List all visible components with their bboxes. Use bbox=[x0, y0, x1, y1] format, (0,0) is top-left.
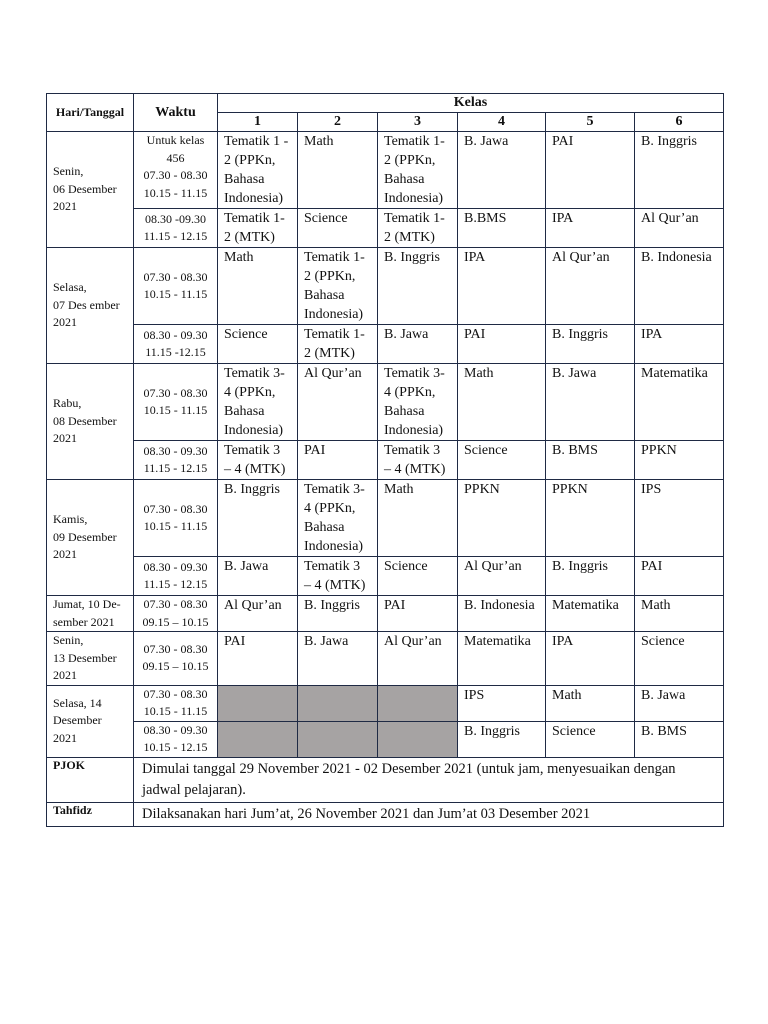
text-line: Al Qur’an bbox=[464, 559, 522, 574]
schedule-row bbox=[47, 685, 724, 721]
text-line: 08.30 - 09.30 bbox=[143, 559, 208, 574]
day-date-cell bbox=[47, 248, 134, 364]
text-line: Senin, bbox=[53, 633, 84, 647]
text-line: B. Jawa bbox=[224, 559, 269, 574]
subject-cell bbox=[218, 632, 298, 686]
text-line: 08.30 -09.30 bbox=[145, 211, 206, 226]
text-line: Untuk kelas bbox=[146, 133, 205, 147]
text-line: Tematik 3- bbox=[384, 366, 445, 381]
text-line: PAI bbox=[552, 134, 574, 149]
subject-cell bbox=[218, 209, 298, 248]
text-line: 11.15 - 12.15 bbox=[143, 577, 208, 591]
subject-cell bbox=[546, 325, 635, 364]
text-line: Kamis, bbox=[53, 512, 88, 527]
text-line: Math bbox=[641, 598, 671, 613]
subject-cell bbox=[218, 132, 298, 209]
footer-text: Dilaksanakan hari Jum’at, 26 November 2021 dan Jum’at 03 Desember 2021 bbox=[134, 802, 724, 826]
class-4-header: 4 bbox=[458, 113, 546, 132]
subject-cell bbox=[546, 557, 635, 596]
text-line: Science bbox=[224, 327, 268, 342]
text-line: Tematik 3 bbox=[384, 443, 441, 458]
text-line: Senin, bbox=[53, 164, 84, 179]
subject-cell bbox=[635, 325, 724, 364]
text-line: Tematik 1- bbox=[384, 134, 445, 149]
subject-cell bbox=[378, 209, 458, 248]
text-line: 08.30 - 09.30 bbox=[143, 443, 208, 458]
text-line: B. Indonesia bbox=[641, 250, 712, 265]
text-line: 2 (MTK) bbox=[384, 230, 435, 245]
subject-cell bbox=[458, 325, 546, 364]
subject-cell bbox=[546, 721, 635, 757]
subject-cell bbox=[218, 596, 298, 632]
subject-cell bbox=[635, 685, 724, 721]
subject-cell bbox=[458, 441, 546, 480]
text-line: Math bbox=[384, 482, 414, 497]
text-line: Tematik 3 bbox=[304, 559, 361, 574]
text-line: B. Jawa bbox=[641, 687, 686, 703]
text-line: 4 (PPKn, bbox=[384, 385, 436, 400]
text-line: B. Inggris bbox=[641, 134, 697, 149]
text-line: 2 (PPKn, bbox=[304, 269, 356, 284]
schedule-row bbox=[47, 325, 724, 364]
text-line: – 4 (MTK) bbox=[224, 462, 286, 477]
text-line: 2021 bbox=[53, 668, 77, 682]
text-line: Rabu, bbox=[53, 396, 82, 411]
text-line: Science bbox=[552, 723, 596, 739]
time-cell bbox=[134, 557, 218, 596]
text-line: IPA bbox=[552, 211, 574, 226]
subject-cell bbox=[546, 248, 635, 325]
text-line: Jumat, 10 De- bbox=[53, 597, 121, 611]
text-line: PAI bbox=[464, 327, 486, 342]
subject-cell bbox=[298, 441, 378, 480]
text-line: 2021 bbox=[53, 199, 77, 214]
subject-cell bbox=[298, 325, 378, 364]
text-line: Al Qur’an bbox=[224, 598, 282, 613]
text-line: Science bbox=[641, 634, 685, 649]
subject-cell bbox=[635, 441, 724, 480]
text-line: Indonesia) bbox=[384, 191, 444, 206]
text-line: B. Jawa bbox=[304, 634, 349, 649]
text-line: PAI bbox=[384, 598, 406, 613]
footer-label: Tahfidz bbox=[47, 802, 134, 826]
text-line: B. BMS bbox=[552, 443, 598, 458]
schedule-row bbox=[47, 480, 724, 557]
day-date-cell bbox=[47, 364, 134, 480]
subject-cell bbox=[218, 441, 298, 480]
header-kelas: Kelas bbox=[218, 94, 724, 113]
subject-cell bbox=[458, 685, 546, 721]
text-line: IPA bbox=[552, 634, 574, 649]
text-line: 11.15 - 12.15 bbox=[143, 229, 208, 243]
class-2-header: 2 bbox=[298, 113, 378, 132]
text-line: Tematik 3 bbox=[224, 443, 281, 458]
text-line: IPA bbox=[641, 327, 663, 342]
text-line: Tematik 1- bbox=[384, 211, 445, 226]
subject-cell bbox=[458, 721, 546, 757]
text-line: PAI bbox=[641, 559, 663, 574]
subject-cell bbox=[378, 557, 458, 596]
subject-cell bbox=[458, 248, 546, 325]
time-cell bbox=[134, 364, 218, 441]
subject-cell bbox=[635, 632, 724, 686]
text-line: PPKN bbox=[464, 482, 500, 497]
text-line: sember 2021 bbox=[53, 614, 115, 629]
schedule-row bbox=[47, 721, 724, 757]
subject-cell bbox=[635, 132, 724, 209]
text-line: B. Inggris bbox=[304, 598, 360, 613]
subject-cell bbox=[218, 557, 298, 596]
text-line: 13 Desember bbox=[53, 650, 117, 665]
text-line: 07.30 - 08.30 bbox=[143, 385, 208, 400]
text-line: Tematik 1- bbox=[304, 250, 365, 265]
subject-cell bbox=[546, 441, 635, 480]
text-line: B. Inggris bbox=[552, 327, 608, 342]
text-line: Tematik 1 - bbox=[224, 134, 289, 149]
class-1-header: 1 bbox=[218, 113, 298, 132]
subject-cell bbox=[546, 132, 635, 209]
text-line: 07.30 - 08.30 bbox=[143, 641, 208, 656]
subject-cell bbox=[458, 132, 546, 209]
text-line: 09 Desember bbox=[53, 529, 117, 544]
text-line: 07.30 - 08.30 bbox=[143, 686, 208, 701]
subject-cell bbox=[635, 209, 724, 248]
subject-cell bbox=[635, 480, 724, 557]
text-line: Math bbox=[552, 687, 582, 703]
text-line: B. Inggris bbox=[384, 250, 440, 265]
time-cell bbox=[134, 132, 218, 209]
text-line: Tematik 1- bbox=[304, 327, 365, 342]
text-line: Desember bbox=[53, 713, 102, 728]
footer-row bbox=[47, 757, 724, 802]
text-line: 2021 bbox=[53, 547, 77, 562]
time-cell bbox=[134, 721, 218, 757]
subject-cell bbox=[546, 596, 635, 632]
text-line: Science bbox=[304, 211, 348, 226]
text-line: PAI bbox=[224, 634, 246, 649]
subject-cell bbox=[298, 557, 378, 596]
subject-cell bbox=[458, 632, 546, 686]
class-5-header: 5 bbox=[546, 113, 635, 132]
text-line: B. Inggris bbox=[224, 482, 280, 497]
schedule-row bbox=[47, 632, 724, 686]
text-line: 08.30 - 09.30 bbox=[143, 722, 208, 737]
time-cell bbox=[134, 685, 218, 721]
subject-cell bbox=[218, 325, 298, 364]
blocked-cell bbox=[298, 685, 378, 721]
blocked-cell bbox=[378, 685, 458, 721]
day-date-cell bbox=[47, 685, 134, 757]
time-cell bbox=[134, 209, 218, 248]
text-line: IPS bbox=[641, 482, 662, 497]
subject-cell bbox=[458, 209, 546, 248]
subject-cell bbox=[378, 248, 458, 325]
subject-cell bbox=[218, 480, 298, 557]
time-cell bbox=[134, 248, 218, 325]
text-line: B. BMS bbox=[641, 723, 687, 739]
text-line: Tematik 3- bbox=[304, 482, 365, 497]
text-line: B. Jawa bbox=[384, 327, 429, 342]
schedule-table bbox=[46, 93, 724, 827]
subject-cell bbox=[298, 248, 378, 325]
text-line: Al Qur’an bbox=[304, 366, 362, 381]
text-line: Matematika bbox=[552, 598, 619, 613]
subject-cell bbox=[218, 364, 298, 441]
class-6-header: 6 bbox=[635, 113, 724, 132]
subject-cell bbox=[298, 132, 378, 209]
subject-cell bbox=[635, 557, 724, 596]
text-line: Indonesia) bbox=[224, 191, 284, 206]
schedule-row bbox=[47, 441, 724, 480]
text-line: Selasa, bbox=[53, 280, 87, 295]
blocked-cell bbox=[218, 721, 298, 757]
text-line: 4 (PPKn, bbox=[304, 501, 356, 516]
text-line: Math bbox=[224, 250, 254, 265]
day-date-cell bbox=[47, 596, 134, 632]
time-cell bbox=[134, 632, 218, 686]
text-line: 456 bbox=[166, 150, 185, 165]
text-line: B. Inggris bbox=[464, 723, 520, 739]
subject-cell bbox=[378, 441, 458, 480]
subject-cell bbox=[298, 632, 378, 686]
text-line: Bahasa bbox=[224, 172, 265, 187]
subject-cell bbox=[378, 132, 458, 209]
text-line: Tematik 3- bbox=[224, 366, 285, 381]
text-line: 2 (PPKn, bbox=[224, 153, 276, 168]
text-line: Indonesia) bbox=[304, 307, 364, 322]
text-line: Indonesia) bbox=[304, 539, 364, 554]
text-line: Bahasa bbox=[384, 404, 425, 419]
text-line: 07.30 - 08.30 bbox=[143, 501, 208, 516]
text-line: Matematika bbox=[464, 634, 531, 649]
schedule-row bbox=[47, 209, 724, 248]
text-line: 2021 bbox=[53, 431, 77, 446]
text-line: 09.15 – 10.15 bbox=[142, 614, 209, 629]
text-line: IPA bbox=[464, 250, 486, 265]
subject-cell bbox=[635, 364, 724, 441]
text-line: Selasa, 14 bbox=[53, 695, 102, 710]
text-line: 2 (MTK) bbox=[224, 230, 275, 245]
text-line: 11.15 -12.15 bbox=[145, 345, 206, 359]
text-line: 07.30 - 08.30 bbox=[143, 168, 208, 182]
subject-cell bbox=[298, 209, 378, 248]
header-waktu: Waktu bbox=[134, 94, 218, 132]
text-line: 07 Des ember bbox=[53, 297, 120, 312]
subject-cell bbox=[546, 480, 635, 557]
text-line: Math bbox=[464, 366, 494, 381]
blocked-cell bbox=[298, 721, 378, 757]
text-line: 07.30 - 08.30 bbox=[143, 269, 208, 284]
footer-row bbox=[47, 802, 724, 826]
time-cell bbox=[134, 480, 218, 557]
text-line: Indonesia) bbox=[384, 423, 444, 438]
schedule-row bbox=[47, 557, 724, 596]
text-line: B.BMS bbox=[464, 211, 507, 226]
subject-cell bbox=[546, 364, 635, 441]
schedule-row bbox=[47, 248, 724, 325]
text-line: 10.15 - 11.15 bbox=[143, 403, 208, 417]
subject-cell bbox=[458, 557, 546, 596]
schedule-row bbox=[47, 132, 724, 209]
text-line: B. Inggris bbox=[552, 559, 608, 574]
text-line: – 4 (MTK) bbox=[384, 462, 446, 477]
text-line: 10.15 - 11.15 bbox=[143, 287, 208, 301]
subject-cell bbox=[458, 596, 546, 632]
subject-cell bbox=[546, 209, 635, 248]
text-line: B. Jawa bbox=[464, 134, 509, 149]
subject-cell bbox=[378, 596, 458, 632]
text-line: Bahasa bbox=[304, 288, 345, 303]
text-line: PPKN bbox=[641, 443, 677, 458]
subject-cell bbox=[378, 364, 458, 441]
text-line: 2021 bbox=[53, 315, 77, 330]
subject-cell bbox=[298, 596, 378, 632]
subject-cell bbox=[298, 480, 378, 557]
text-line: Bahasa bbox=[384, 172, 425, 187]
text-line: 10.15 - 11.15 bbox=[143, 704, 208, 718]
class-3-header: 3 bbox=[378, 113, 458, 132]
schedule-row bbox=[47, 596, 724, 632]
subject-cell bbox=[635, 596, 724, 632]
text-line: Science bbox=[384, 559, 428, 574]
subject-cell bbox=[378, 480, 458, 557]
subject-cell bbox=[458, 480, 546, 557]
text-line: Matematika bbox=[641, 366, 708, 381]
text-line: 11.15 - 12.15 bbox=[143, 461, 208, 475]
text-line: Science bbox=[464, 443, 508, 458]
text-line: Al Qur’an bbox=[641, 211, 699, 226]
text-line: 10.15 - 11.15 bbox=[143, 519, 208, 533]
text-line: Math bbox=[304, 134, 334, 149]
text-line: Bahasa bbox=[304, 520, 345, 535]
text-line: 08 Desember bbox=[53, 413, 117, 428]
subject-cell bbox=[378, 325, 458, 364]
text-line: – 4 (MTK) bbox=[304, 578, 366, 593]
subject-cell bbox=[546, 632, 635, 686]
time-cell bbox=[134, 441, 218, 480]
text-line: 06 Desember bbox=[53, 181, 117, 196]
subject-cell bbox=[218, 248, 298, 325]
time-cell bbox=[134, 596, 218, 632]
text-line: PAI bbox=[304, 443, 326, 458]
footer-label: PJOK bbox=[47, 757, 134, 802]
day-date-cell bbox=[47, 480, 134, 596]
blocked-cell bbox=[218, 685, 298, 721]
text-line: PPKN bbox=[552, 482, 588, 497]
text-line: 2021 bbox=[53, 730, 77, 745]
header-hari-tanggal: Hari/Tanggal bbox=[47, 94, 134, 132]
time-cell bbox=[134, 325, 218, 364]
text-line: Bahasa bbox=[224, 404, 265, 419]
subject-cell bbox=[635, 248, 724, 325]
day-date-cell bbox=[47, 132, 134, 248]
text-line: B. Indonesia bbox=[464, 598, 535, 613]
text-line: 07.30 - 08.30 bbox=[143, 597, 208, 611]
footer-text: Dimulai tanggal 29 November 2021 - 02 Desember 2021 (untuk jam, menyesuaikan dengan jadwal pelajaran). bbox=[134, 757, 724, 802]
text-line: 2 (MTK) bbox=[304, 346, 355, 361]
text-line: 08.30 - 09.30 bbox=[143, 327, 208, 342]
blocked-cell bbox=[378, 721, 458, 757]
subject-cell bbox=[635, 721, 724, 757]
text-line: 4 (PPKn, bbox=[224, 385, 276, 400]
subject-cell bbox=[298, 364, 378, 441]
text-line: 2 (PPKn, bbox=[384, 153, 436, 168]
day-date-cell bbox=[47, 632, 134, 686]
text-line: B. Jawa bbox=[552, 366, 597, 381]
text-line: Indonesia) bbox=[224, 423, 284, 438]
subject-cell bbox=[378, 632, 458, 686]
text-line: Tematik 1- bbox=[224, 211, 285, 226]
text-line: 10.15 - 12.15 bbox=[143, 740, 208, 754]
text-line: Al Qur’an bbox=[384, 634, 442, 649]
subject-cell bbox=[546, 685, 635, 721]
subject-cell bbox=[458, 364, 546, 441]
schedule-row bbox=[47, 364, 724, 441]
text-line: 10.15 - 11.15 bbox=[143, 185, 208, 200]
text-line: IPS bbox=[464, 687, 485, 703]
text-line: Al Qur’an bbox=[552, 250, 610, 265]
text-line: 09.15 – 10.15 bbox=[142, 659, 209, 674]
